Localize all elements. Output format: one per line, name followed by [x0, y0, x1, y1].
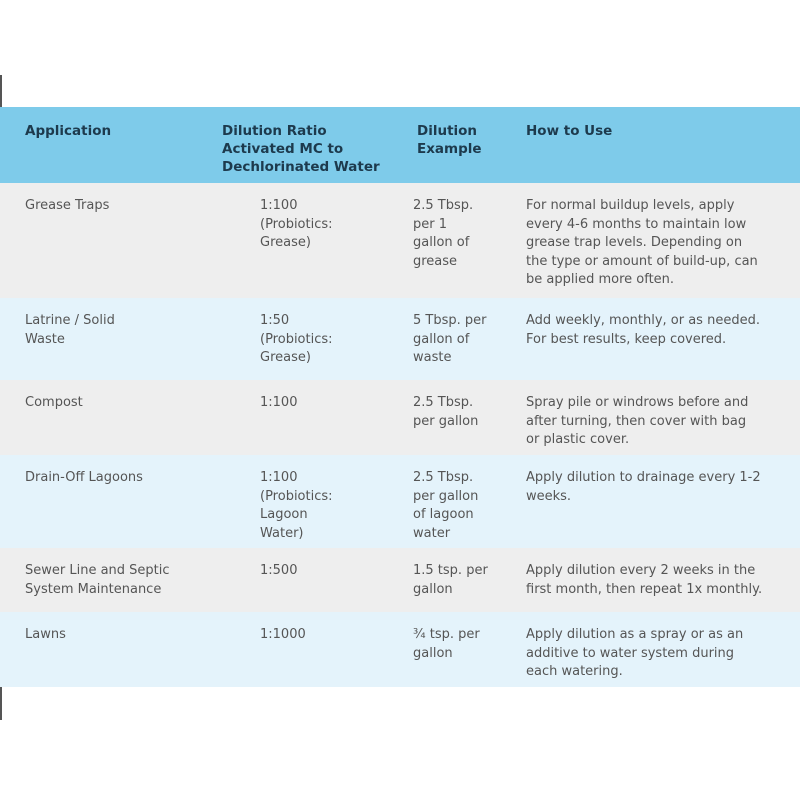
- cell-ratio: 1:100 (Probiotics: Lagoon Water): [260, 470, 333, 541]
- header-dilution-example: Dilution Example: [417, 123, 482, 157]
- cell-application: Sewer Line and Septic System Maintenance: [25, 563, 170, 597]
- cell-how-to-use: Spray pile or windrows before and after turning, then cover with bag or plastic cover.: [526, 395, 749, 447]
- cell-ratio: 1:50 (Probiotics: Grease): [260, 313, 333, 365]
- table-row: [0, 298, 800, 380]
- cell-example: 2.5 Tbsp. per gallon of lagoon water: [413, 470, 479, 541]
- cell-ratio: 1:1000: [260, 627, 306, 642]
- cell-application: Latrine / Solid Waste: [25, 313, 115, 347]
- cell-how-to-use: Apply dilution every 2 weeks in the first month, then repeat 1x monthly.: [526, 563, 763, 597]
- cell-how-to-use: Add weekly, monthly, or as needed. For best results, keep covered.: [526, 313, 760, 347]
- cell-how-to-use: Apply dilution to drainage every 1-2 weeks.: [526, 470, 761, 504]
- cell-ratio: 1:100: [260, 395, 298, 410]
- table-header: [0, 107, 800, 183]
- cell-application: Compost: [25, 395, 83, 410]
- cell-ratio: 1:100 (Probiotics: Grease): [260, 198, 333, 250]
- cell-application: Drain-Off Lagoons: [25, 470, 143, 485]
- header-dilution-ratio: Dilution Ratio Activated MC to Dechlorinated Water: [222, 123, 380, 175]
- table-row: [0, 612, 800, 687]
- cell-example: 5 Tbsp. per gallon of waste: [413, 313, 487, 365]
- table-row: [0, 455, 800, 548]
- cell-application: Grease Traps: [25, 198, 110, 213]
- table-row: [0, 548, 800, 612]
- cell-ratio: 1:500: [260, 563, 298, 578]
- cell-example: ¾ tsp. per gallon: [413, 627, 480, 661]
- cell-how-to-use: For normal buildup levels, apply every 4-6 months to maintain low grease trap levels. Depending on the type or amount of build-up, can be applied more often.: [526, 198, 758, 287]
- header-application: Application: [25, 123, 112, 139]
- table-row: [0, 183, 800, 298]
- table-row: [0, 380, 800, 455]
- cell-application: Lawns: [25, 627, 66, 642]
- cell-example: 2.5 Tbsp. per gallon: [413, 395, 479, 429]
- cell-how-to-use: Apply dilution as a spray or as an additive to water system during each watering.: [526, 627, 744, 679]
- cell-example: 1.5 tsp. per gallon: [413, 563, 488, 597]
- header-how-to-use: How to Use: [526, 123, 613, 139]
- dilution-table: [0, 107, 800, 687]
- cell-example: 2.5 Tbsp. per 1 gallon of grease: [413, 198, 474, 269]
